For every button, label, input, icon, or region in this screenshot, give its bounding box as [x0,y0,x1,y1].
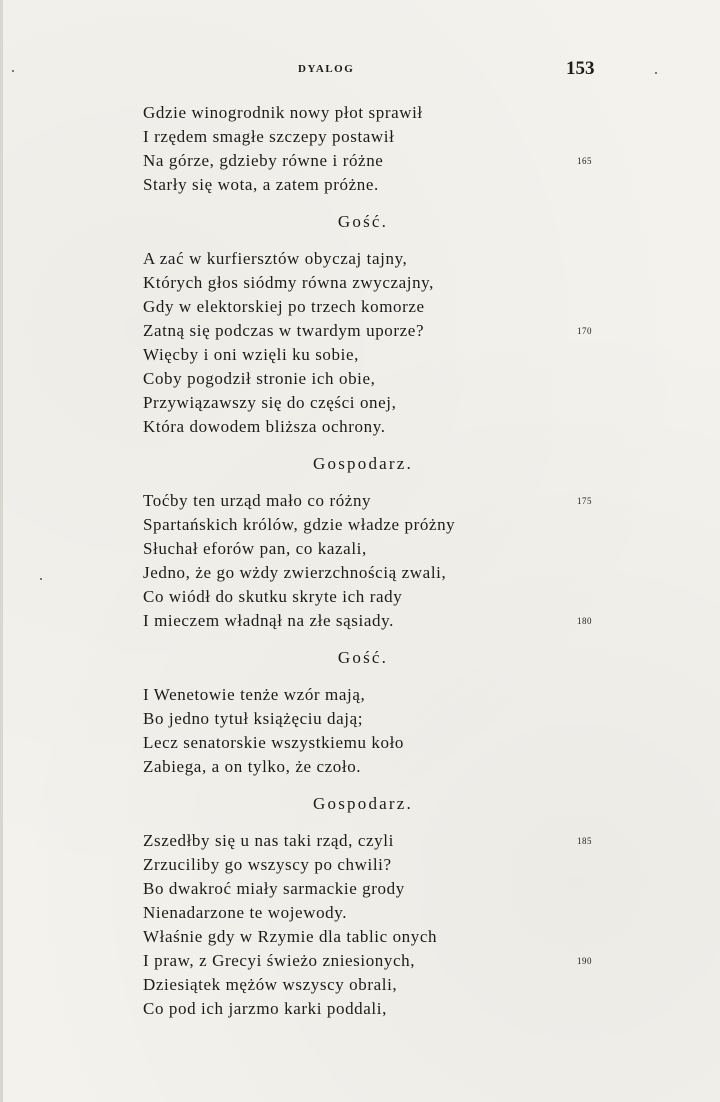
running-title: DYALOG [298,63,355,75]
speaker-heading: Gospodarz. [313,454,413,473]
verse-text: Słuchał eforów pan, co kazali, [143,539,367,558]
speaker-heading: Gość. [337,212,389,231]
verse-line [143,829,592,853]
verse-text: Starły się wota, a zatem próżne. [143,175,379,194]
verse-text: Zrzuciliby go wszyscy po chwili? [143,855,392,874]
verse-text: Nienadarzone te wojewody. [143,903,348,922]
verse-line [143,561,583,585]
verse-text: Zatną się podczas w twardym uporze? [143,321,425,340]
line-number: 190 [577,956,592,966]
verse-line [143,295,583,319]
verse-line [143,537,583,561]
verse-line [143,755,583,779]
verse-line [143,585,583,609]
verse-line [143,683,583,707]
speaker-heading: Gość. [337,648,389,667]
verse-text: I praw, z Grecyi świeżo zniesionych, [143,951,416,970]
verse-text: Zszedłby się u nas taki rząd, czyli [143,831,394,850]
line-number: 170 [577,326,592,336]
verse-text: A zać w kurfiersztów obyczaj tajny, [143,249,408,268]
line-number: 175 [577,496,592,506]
verse-text: I mieczem władnął na złe sąsiady. [143,611,394,630]
print-speck [655,72,657,74]
verse-text: Co wiódł do skutku skryte ich rady [143,587,403,606]
verse-line [143,125,583,149]
print-speck [40,578,42,580]
line-number: 165 [577,156,592,166]
verse-text: I rzędem smagłe szczepy postawił [143,127,395,146]
verse-text: Gdy w elektorskiej po trzech komorze [143,297,425,316]
verse-text: Właśnie gdy w Rzymie dla tablic onych [143,927,438,946]
verse-line [143,415,583,439]
verse-line [143,877,583,901]
verse-line [143,101,583,125]
line-number: 180 [577,616,592,626]
verse-text: Bo dwakroć miały sarmackie grody [143,879,405,898]
verse-line [143,731,583,755]
verse-text: Więcby i oni wzięli ku sobie, [143,345,359,364]
verse-text: Gdzie winogrodnik nowy płot sprawił [143,103,423,122]
verse-line [143,391,583,415]
verse-text: Przywiązawszy się do części onej, [143,393,397,412]
verse-text: Toćby ten urząd mało co różny [143,491,372,510]
verse-text: Na górze, gdzieby równe i różne [143,151,384,170]
verse-text: I Wenetowie tenże wzór mają, [143,685,366,704]
verse-line [143,513,583,537]
verse-line [143,949,592,973]
line-number: 185 [577,836,592,846]
page-edge [0,0,3,1102]
verse-line [143,925,583,949]
verse-text: Która dowodem bliższa ochrony. [143,417,386,436]
verse-text: Co pod ich jarzmo karki poddali, [143,999,387,1018]
poem-text [143,101,592,1021]
verse-line [143,367,583,391]
print-speck [12,70,14,72]
verse-line [143,247,583,271]
verse-text: Coby pogodził stronie ich obie, [143,369,376,388]
verse-line [143,149,592,173]
verse-text: Zabiega, a on tylko, że czoło. [143,757,362,776]
verse-line [143,707,583,731]
verse-text: Jedno, że go wżdy zwierzchnością zwali, [143,563,447,582]
verse-text: Lecz senatorskie wszystkiemu koło [143,733,405,752]
verse-line [143,173,583,197]
verse-text: Bo jedno tytuł książęciu dają; [143,709,364,728]
verse-text: Spartańskich królów, gdzie władze próżny [143,515,456,534]
verse-line [143,489,592,513]
running-header [0,60,720,84]
verse-text: Których głos siódmy równa zwyczajny, [143,273,435,292]
verse-line [143,997,583,1021]
verse-text: Dziesiątek mężów wszyscy obrali, [143,975,398,994]
speaker-heading: Gospodarz. [313,794,413,813]
verse-line [143,973,583,997]
page-number: 153 [566,58,595,79]
verse-line [143,901,583,925]
verse-line [143,609,592,633]
verse-line [143,853,583,877]
verse-line [143,343,583,367]
verse-line [143,319,592,343]
verse-line [143,271,583,295]
